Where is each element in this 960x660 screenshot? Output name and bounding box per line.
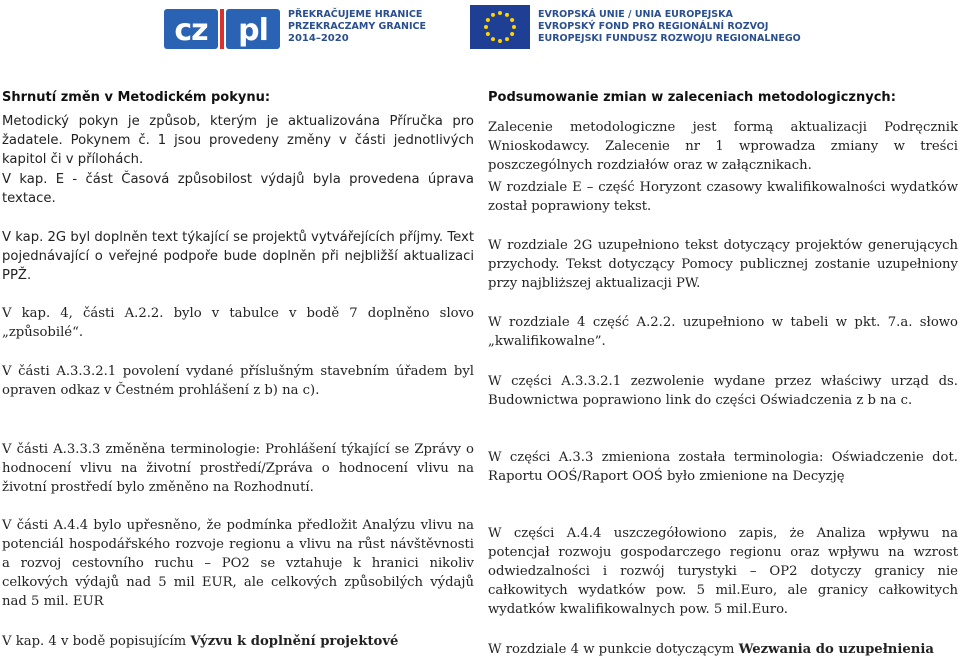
czech-paragraph-5: V části A.3.3.2.1 povolení vydané příslušným stavebním úřadem byl opraven odkaz v Čestném prohlášení z b) na c). [2,364,474,398]
eu-star-icon [498,39,502,43]
eu-star-icon [491,37,495,41]
eu-line-1: EVROPSKÁ UNIE / UNIA EUROPEJSKA [538,9,733,20]
eu-fund-name [538,9,801,45]
eu-star-icon [512,25,516,29]
polish-paragraph-7: W części A.4.4 uszczegółowiono zapis, że Analiza wpływu na potencjał rozwoju gospodarczego regionu oraz wpływu na wzrost odwiedzalności i rozwój turystyki – OP2 dotyczy granicy nie całkowitych wydatków pow. 5 mil.Euro, ale granicy całkowitych wydatków kwalifikowalnych pow. 5 mil.Euro. [488,526,958,617]
polish-paragraph-4: W rozdziale 4 część A.2.2. uzupełniono w tabeli w pkt. 7.a. słowo „kwalifikowalne”. [488,315,958,349]
czech-paragraph-7: V části A.4.4 bylo upřesněno, že podmínka předložit Analýzu vlivu na potenciál hospodářského rozvoje regionu a vlivu na růst návštěvnosti a rozvoj cestovního ruchu – PO2 se vztahuje k hranici nikoliv celkových výdajů nad 5 mil EUR, ale celkových způsobilých výdajů nad 5 mil. EUR [2,518,474,609]
polish-paragraph-1: Zalecenie metodologiczne jest formą aktualizacji Podręcznik Wnioskodawcy. Zalecenie nr 1 wprowadza zmiany w treści poszczególnych rozdziałów oraz w załącznikach. [488,120,958,173]
czech-paragraph-6: V části A.3.3.3 změněna terminologie: Prohlášení týkající se Zprávy o hodnocení vlivu na životní prostředí/Zpráva o hodnocení vlivu na životní prostředí bylo změněno na Rozhodnutí. [2,442,474,495]
czech-paragraph-8-text: V kap. 4 v bodě popisujícím [2,634,191,649]
polish-paragraph-8 [488,640,958,659]
programme-name [288,9,426,45]
czech-paragraph-4: V kap. 4, části A.2.2. bylo v tabulce v bodě 7 doplněno slovo „způsobilé“. [2,306,474,340]
eu-star-icon [505,37,509,41]
polish-paragraph-6: W części A.3.3 zmieniona została terminologia: Oświadczenie dot. Raportu OOŚ/Raport OOŚ było zmienione na Decyzję [488,450,958,484]
polish-paragraph-2: W rozdziale E – część Horyzont czasowy kwalifikowalności wydatków został poprawiony tekst. [488,180,958,214]
eu-star-icon [505,13,509,17]
eu-line-3: EUROPEJSKI FUNDUSZ ROZWOJU REGIONALNEGO [538,33,801,44]
eu-line-2: EVROPSKÝ FOND PRO REGIONÁLNÍ ROZVOJ [538,21,769,32]
czech-paragraph-2: V kap. E - část Časová způsobilost výdajů byla provedena úprava textace. [2,172,474,206]
svg-text:pl: pl [238,13,268,48]
eu-star-icon [486,32,490,36]
czpl-logo [164,7,282,60]
programme-line-cz: PŘEKRAČUJEME HRANICE [288,9,423,20]
czech-paragraph-1: Metodický pokyn je způsob, kterým je aktualizována Příručka pro žadatele. Pokynem č. 1 jsou provedeny změny v části jednotlivých kapitol či v přílohách. [2,114,474,167]
eu-star-icon [491,13,495,17]
polish-paragraph-8-text: W rozdziale 4 w punkcie dotyczącym [488,642,739,657]
polish-paragraph-5: W części A.3.3.2.1 zezwolenie wydane przez właściwy urząd ds. Budownictwa poprawiono link do części Oświadczenia z b na c. [488,374,958,408]
svg-text:cz: cz [174,13,208,48]
czech-paragraph-3: V kap. 2G byl doplněn text týkající se projektů vytvářejících příjmy. Text pojednávající o veřejné podpoře bude doplněn při nejbližší aktualizaci PPŽ. [2,230,474,283]
eu-star-icon [484,25,488,29]
czech-heading: Shrnutí změn v Metodickém pokynu: [2,90,271,105]
programme-line-pl: PRZEKRACZAMY GRANICE [288,21,426,32]
czech-paragraph-8-bold: Výzvu k doplnění projektové [190,634,399,649]
czpl-logo-graphic [164,7,282,51]
programme-years: 2014–2020 [288,33,349,44]
eu-star-icon [498,11,502,15]
eu-star-icon [486,18,490,22]
polish-paragraph-3: W rozdziale 2G uzupełniono tekst dotyczący projektów generujących przychody. Tekst dotyczący Pomocy publicznej zostanie uzupełniony przy najbliższej aktualizacji PW. [488,238,958,291]
eu-star-icon [510,18,514,22]
eu-flag-icon [470,5,530,49]
polish-heading: Podsumowanie zmian w zaleceniach metodologicznych: [488,90,896,105]
eu-star-icon [510,32,514,36]
polish-paragraph-8-bold: Wezwania do uzupełnienia [738,642,934,657]
logo-bar [0,0,960,62]
czech-paragraph-8 [2,632,474,651]
